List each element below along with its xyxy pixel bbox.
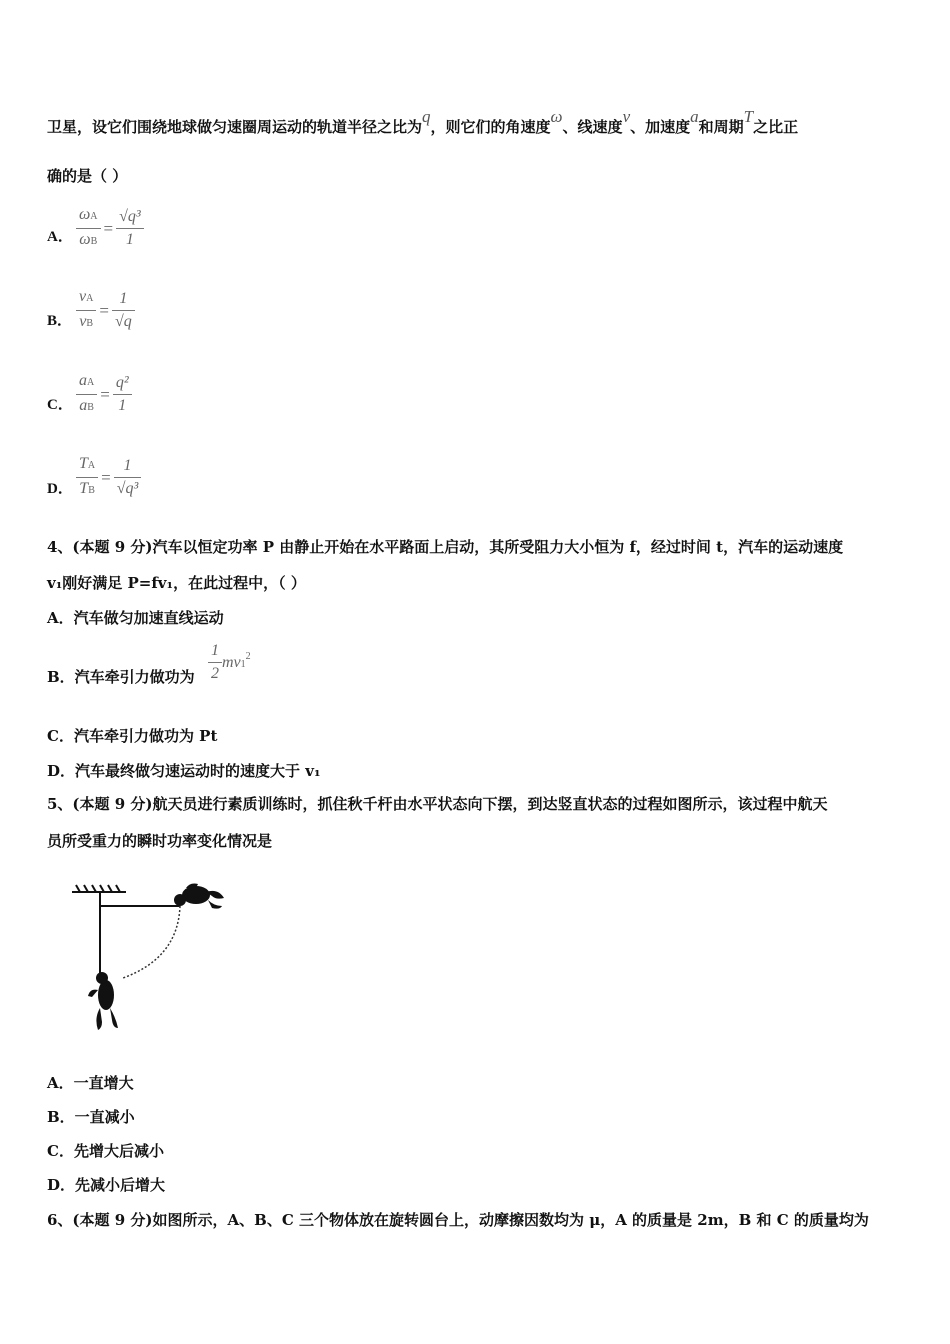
- q3-option-c-label: C．: [47, 397, 73, 413]
- q3-option-d-label: D．: [47, 481, 73, 497]
- q3-option-a-label: A．: [47, 229, 73, 245]
- q6-stem-line1: 6、(本题 9 分)如图所示，A、B、C 三个物体放在旋转圆台上，动摩擦因数均为 μ，A 的质量是 2m，B 和 C 的质量均为: [47, 1211, 869, 1229]
- q5-option-b: B．一直减小: [47, 1108, 135, 1126]
- q4-option-c: C．汽车牵引力做功为 Pt: [47, 727, 218, 745]
- q3-option-b-formula: $\frac{vA}{vB}$ = $\frac{1}{√q}$: [76, 286, 135, 335]
- q5-stem-line2: 员所受重力的瞬时功率变化情况是: [47, 832, 273, 850]
- q4-option-b: B．汽车牵引力做功为: [47, 668, 195, 686]
- q5-option-c: C．先增大后减小: [47, 1142, 164, 1160]
- q4-option-d: D．汽车最终做匀速运动时的速度大于 v₁: [47, 762, 321, 780]
- q4-stem-line2: v₁刚好满足 P=fv₁，在此过程中，（ ）: [47, 574, 306, 592]
- q4-option-a: A．汽车做匀加速直线运动: [47, 609, 224, 627]
- q3-option-c-formula: $\frac{aA}{aB}$ = $\frac{\text{q²}}{1}$: [76, 370, 132, 419]
- q3-option-d-formula: $\frac{TA}{TB}$ = $\frac{1}{\text{√q³}}$: [76, 453, 141, 502]
- astronaut-vertical: [88, 972, 118, 1030]
- q3-stem-line1: 卫星，设它们围绕地球做匀速圈周运动的轨道半径之比为q，则它们的角速度ω、线速度v、加速度a和周期T之比正: [47, 107, 799, 136]
- q4-stem-line1: 4、(本题 9 分)汽车以恒定功率 P 由静止开始在水平路面上启动，其所受阻力大小恒为 f，经过时间 t，汽车的运动速度: [47, 538, 844, 556]
- q5-stem-line1: 5、(本题 9 分)航天员进行素质训练时，抓住秋千杆由水平状态向下摆，到达竖直状态的过程如图所示，该过程中航天: [47, 795, 828, 813]
- swing-figure: [68, 880, 248, 1040]
- swing-arc: [123, 906, 180, 978]
- q4-option-b-formula: $\frac{1}{2}$ $mv1^2$: [208, 640, 251, 685]
- astronaut-horizontal: [174, 884, 224, 909]
- q5-option-d: D．先减小后增大: [47, 1176, 166, 1194]
- ceiling-hatch: [72, 885, 126, 892]
- q5-option-a: A．一直增大: [47, 1074, 134, 1092]
- q3-option-b-label: B．: [47, 313, 73, 329]
- q3-option-a-formula: $\frac{\omega A}{\omega B}$ = $\frac{\text{√q³}}{1}$: [76, 204, 144, 253]
- q3-stem-line2: 确的是（ ）: [47, 167, 128, 185]
